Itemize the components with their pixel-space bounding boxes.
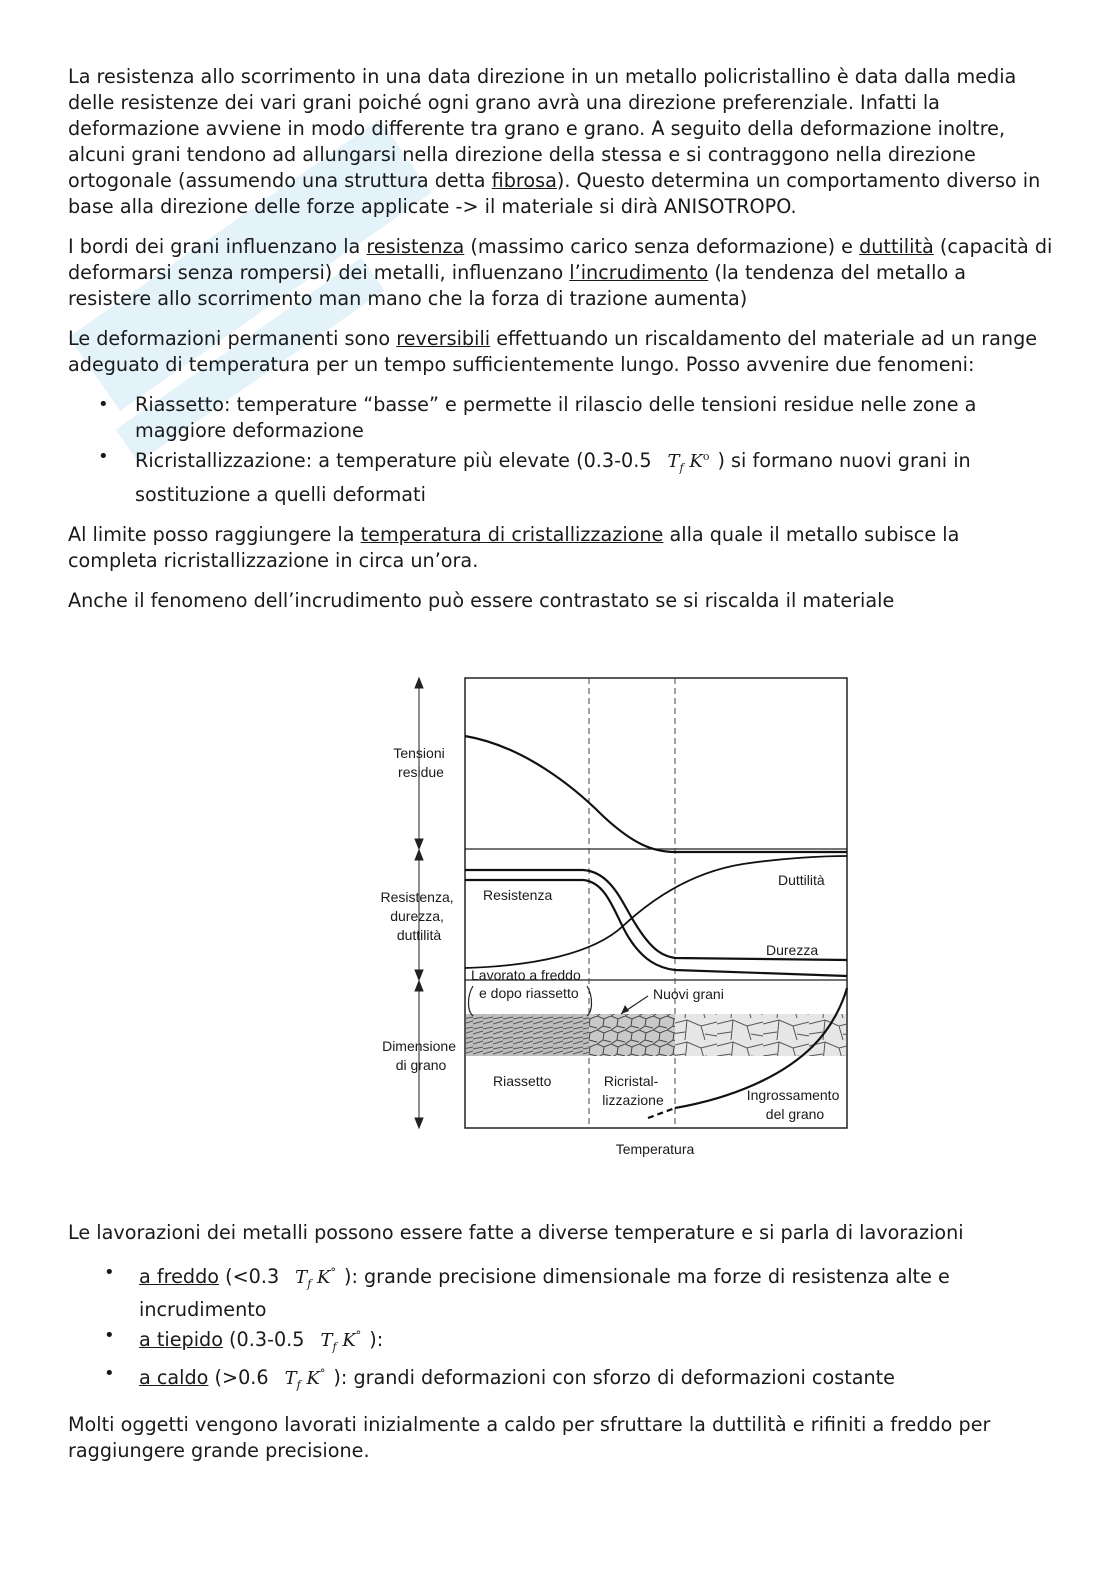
annealing-diagram-svg bbox=[303, 666, 840, 1186]
figure-annealing-diagram bbox=[68, 666, 1053, 1206]
list-work-temperatures bbox=[68, 1260, 1053, 1399]
label-riassetto: Riassetto bbox=[493, 1072, 552, 1089]
ylabel-resistenza: Resistenza, durezza, duttilità bbox=[380, 888, 454, 943]
paragraph-conclusion: Molti oggetti vengono lavorati inizialmente a caldo per sfruttare la duttilità e rifiniti a freddo per raggiungere grande precisione. bbox=[68, 1413, 991, 1463]
list-item: • a freddo (<0.3 $T_f$ K° ): grande precisione dimensionale ma forze di resistenza alte e incrudimento bbox=[68, 1260, 1053, 1324]
math-tf-k: $T_f$ K° bbox=[295, 1265, 336, 1291]
paragraph-grain-borders: I bordi dei grani influenzano la resistenza (massimo carico senza deformazione) e duttilità (capacità di deformarsi senza rompersi) dei metalli, influenzano l’incrudimento (la tendenza del metallo a resistere allo scorrimento man mano che la forza di trazione aumenta) bbox=[68, 235, 1053, 310]
math-tf-k: $T_f$ K° bbox=[284, 1366, 326, 1392]
label-duttilita: Duttilità bbox=[778, 871, 825, 888]
grain-band-cold-worked bbox=[466, 1014, 589, 1056]
term-reversibili: reversibili bbox=[396, 327, 491, 350]
xlabel-temperatura: Temperatura bbox=[615, 1140, 695, 1157]
grain-band-recrystallized bbox=[589, 1014, 675, 1056]
label-resistenza: Resistenza bbox=[483, 886, 553, 903]
curve-tensioni-residue bbox=[465, 736, 847, 852]
list-item: • Riassetto: temperature “basse” e permette il rilascio delle tensioni residue nelle zone a maggiore deformazione bbox=[68, 392, 1053, 444]
label-lavorato: Lavorato a freddo bbox=[471, 966, 581, 983]
list-item: • a tiepido (0.3-0.5 $T_f$ K° ): bbox=[68, 1323, 1053, 1361]
math-tf-k: $T_f$ K° bbox=[320, 1329, 362, 1354]
paragraph-incrudimento: Anche il fenomeno dell’incrudimento può essere contrastato se si riscalda il materiale bbox=[68, 588, 895, 612]
label-durezza: Durezza bbox=[766, 941, 819, 958]
plot-frame bbox=[465, 678, 847, 1128]
term-incrudimento: l’incrudimento bbox=[569, 261, 709, 284]
curve-ingrossamento-dashed bbox=[648, 1108, 675, 1118]
term-duttilita: duttilità bbox=[859, 235, 934, 258]
list-item: • Ricristallizzazione: a temperature più elevate (0.3-0.5 $T_f$ $K^o$ ) si formano nuovi grani in sostituzione a quelli deformati bbox=[68, 444, 1053, 508]
paragraph-crystallization: Al limite posso raggiungere la temperatura di cristallizzazione alla quale il metallo subisce la completa ricristallizzazione in circa un’ora. bbox=[68, 522, 960, 572]
label-ingrossamento: Ingrossamento del grano bbox=[746, 1086, 840, 1122]
ylabel-tensioni: Tensioni residue bbox=[393, 744, 445, 780]
term-resistenza: resistenza bbox=[366, 235, 465, 258]
pointer-arrowhead-icon bbox=[621, 1005, 629, 1014]
document-body bbox=[68, 64, 1053, 1478]
label-lavorato: e dopo riassetto bbox=[479, 984, 579, 1001]
paragraph-lavorazioni: Le lavorazioni dei metalli possono essere fatte a diverse temperature e si parla di lavorazioni bbox=[68, 1220, 964, 1244]
list-phenomena bbox=[68, 392, 1053, 508]
paragraph-anisotropy: La resistenza allo scorrimento in una data direzione in un metallo policristallino è data dalla media delle resistenze dei vari grani poiché ogni grano avrà una direzione preferenziale. Infatti la deformazione avviene in modo differente tra grano e grano. A seguito della deformazione inoltre, alcuni grani tendono ad allungarsi nella direzione della stessa e si contraggono nella direzione ortogonale (assumendo una struttura detta fibrosa). Questo determina un comportamento diverso in base alla direzione delle forze applicate -> il materiale si dirà ANISOTROPO. bbox=[68, 65, 1041, 218]
list-item: • a caldo (>0.6 $T_f$ K° ): grandi deformazioni con sforzo di deformazioni costante bbox=[68, 1361, 1053, 1399]
math-tf-k: $T_f$ $K^o$ bbox=[667, 450, 710, 475]
grain-band-grown bbox=[675, 1014, 846, 1056]
label-ricristallizzazione: Ricristal- lizzazione bbox=[602, 1072, 664, 1108]
ylabel-dimensione: Dimensione di grano bbox=[382, 1037, 457, 1073]
term-temperatura-cristallizzazione: temperatura di cristallizzazione bbox=[360, 522, 664, 546]
paragraph-reversible: Le deformazioni permanenti sono reversibili effettuando un riscaldamento del materiale ad un range adeguato di temperatura per un tempo sufficientemente lungo. Posso avvenire due fenomeni: bbox=[68, 327, 1038, 376]
term-fibrosa: fibrosa bbox=[491, 169, 557, 192]
label-nuovi-grani: Nuovi grani bbox=[653, 985, 724, 1002]
